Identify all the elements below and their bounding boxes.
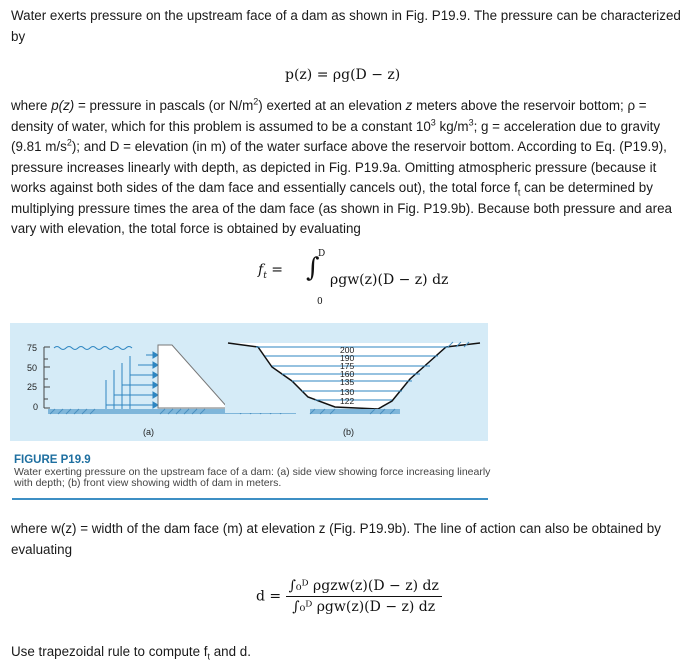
width-label-190: 190 — [340, 353, 355, 363]
instruction-text: Use trapezoidal rule to compute $f_t$ and d. — [11, 644, 251, 662]
figure-b-label: (b) — [343, 427, 354, 437]
dam-side-view — [158, 345, 228, 408]
integrand: ρgw(z)(D − z) dz — [330, 272, 449, 288]
y-tick-50: 50 — [27, 363, 38, 373]
integral-sign: ∫ — [306, 253, 320, 283]
pressure-equation: p(z) = ρg(D − z) — [285, 67, 401, 83]
equation-numerator: ∫₀ᴰ ρgzw(z)(D − z) dz — [286, 578, 442, 597]
figure-caption-title: FIGURE P19.9 — [14, 454, 91, 466]
integral-upper-limit: D — [318, 249, 326, 259]
water-surface-a — [54, 347, 132, 350]
width-label-122: 122 — [340, 396, 355, 406]
where-paragraph: where p(z) = pressure in pascals (or $N/m^2$) exerted at an elevation z meters above the reservoir bottom; ρ = density of water, which for this problem is assumed to be a constant $10^3$ $kg/m^3$; g = acceleration due to gravity (9.81 $m/s^2$); and D = elevation (in m) of the water surface above the reservoir bottom. According to Eq. (P19.9), pressure increases linearly with depth, as depicted in Fig. P19.9a. Omitting atmospheric pressure (because it works against both sides of the dam face and essentially cancels out), the total force $f_t$ can be determined by multiplying pressure times the area of the dam face (as shown in Fig. P19.9b). Because both pressure and area vary with elevation, the total force is obtained by evaluating — [11, 96, 672, 236]
line-of-action-equation: d = $\frac{\text{∫₀ᴰ ρgzw(z)(D − z) dz}}{\text{∫₀ᴰ ρgw(z)(D − z) dz}}$ — [256, 578, 442, 615]
equation-denominator: ∫₀ᴰ ρgw(z)(D − z) dz — [292, 599, 436, 615]
intro-paragraph: Water exerts pressure on the upstream face of a dam as shown in Fig. P19.9. The pressure can be characterized by — [11, 8, 681, 44]
figure-svg — [10, 323, 488, 441]
y-tick-75: 75 — [27, 343, 38, 353]
width-paragraph: where w(z) = width of the dam face (m) at elevation z (Fig. P19.9b). The line of action can also be obtained by evaluating — [11, 521, 661, 557]
figure-caption-text: Water exerting pressure on the upstream face of a dam: (a) side view showing force increasing linearly with depth; (b) front view showing width of dam in meters. — [14, 466, 491, 489]
caption-divider — [12, 498, 488, 500]
force-integral: $f_t$ = — [258, 262, 283, 281]
y-tick-25: 25 — [27, 382, 38, 392]
width-label-175: 175 — [340, 361, 355, 371]
width-label-135: 135 — [340, 377, 355, 387]
width-label-160: 160 — [340, 369, 355, 379]
width-label-130: 130 — [340, 387, 355, 397]
y-tick-0: 0 — [33, 402, 39, 412]
integral-lower-limit: 0 — [317, 297, 323, 307]
width-label-200: 200 — [340, 345, 355, 355]
pressure-arrows-a — [106, 352, 158, 409]
figure-a-label: (a) — [143, 427, 154, 437]
